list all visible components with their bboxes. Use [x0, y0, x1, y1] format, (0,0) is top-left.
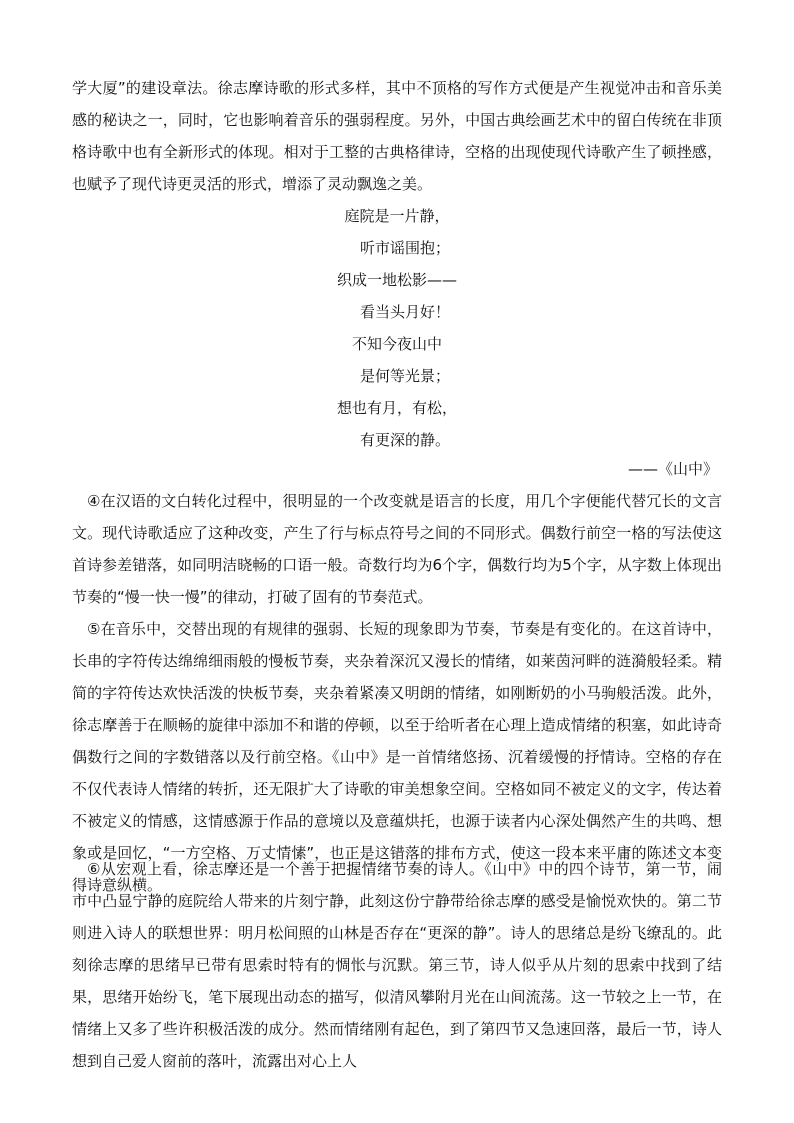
poem-line: 有更深的静。 — [359, 431, 450, 449]
poem-source: ——《山中》 — [627, 460, 718, 478]
poem-line: 是何等光景； — [359, 367, 450, 385]
paragraph-4: ④在汉语的文白转化过程中，很明显的一个改变就是语言的长度，用几个字便能代替冗长的文言文。现代诗歌适应了这种改变，产生了行与标点符号之间的不同形式。偶数行前空一格的写法使这首诗参差错落，如同明洁晓畅的口语一般。奇数行均为6个字，偶数行均为5个字，从字数上体现出节奏的“慢一快一慢”的律动，打破了固有的节奏范式。 — [72, 492, 722, 606]
poem-line: 想也有月，有松， — [336, 399, 457, 417]
poem-shanzhong — [0, 200, 794, 456]
paragraph-5: ⑤在音乐中，交替出现的有规律的强弱、长短的现象即为节奏，节奏是有变化的。在这首诗中，长串的字符传达绵绵细雨般的慢板节奏，夹杂着深沉又漫长的情绪，如莱茵河畔的涟漪般轻柔。精简的字符传达欢快活泼的快板节奏，夹杂着紧凑又明朗的情绪，如刚断奶的小马驹般活泼。此外，徐志摩善于在顺畅的旋律中添加不和谐的停顿，以至于给听者在心理上造成情绪的积塞，如此诗奇偶数行之间的字数错落以及行前空格。《山中》是一首情绪悠扬、沉着缓慢的抒情诗。空格的存在不仅代表诗人情绪的转折，还无限扩大了诗歌的审美想象空间。空格如同不被定义的文字，传达着不被定义的情感，这情感源于作品的意境以及意蕴烘托，也源于读者内心深处偶然产生的共鸣、想象或是回忆，“一方空格、万丈情愫”，也正是这错落的排布方式，使这一段本来平庸的陈述文本变得诗意纵横。 — [72, 620, 722, 894]
poem-line: 不知今夜山中 — [351, 335, 442, 353]
poem-line: 听市谣围抱； — [359, 239, 450, 257]
poem-line: 庭院是一片静， — [344, 207, 450, 225]
paragraph-6: ⑥从宏观上看，徐志摩还是一个善于把握情绪节奏的诗人。《山中》中的四个诗节，第一节，闹市中凸显宁静的庭院给人带来的片刻宁静，此刻这份宁静带给徐志摩的感受是愉悦欢快的。第二节则进入诗人的联想世界：明月松间照的山林是否存在“更深的静”。诗人的思绪总是纷飞缭乱的。此刻徐志摩的思绪早已带有思索时特有的惆怅与沉默。第三节，诗人似乎从片刻的思索中找到了结果，思绪开始纷飞，笔下展现出动态的描写，似清风攀附月光在山间流荡。这一节较之上一节，在情绪上又多了些许积极活泼的成分。然而情绪刚有起色，到了第四节又急速回落，最后一节，诗人想到自己爱人窗前的落叶，流露出对心上人 — [72, 860, 722, 1070]
intro-paragraph: 学大厦”的建设章法。徐志摩诗歌的形式多样，其中不顶格的写作方式便是产生视觉冲击和音乐美感的秘诀之一，同时，它也影响着音乐的强弱程度。另外，中国古典绘画艺术中的留白传统在非顶格诗歌中也有全新形式的体现。相对于工整的古典格律诗，空格的出现使现代诗歌产生了顿挫感，也赋予了现代诗更灵活的形式，增添了灵动飘逸之美。 — [72, 79, 722, 193]
poem-line: 织成一地松影—— — [336, 271, 457, 289]
poem-line: 看当头月好！ — [359, 303, 450, 321]
